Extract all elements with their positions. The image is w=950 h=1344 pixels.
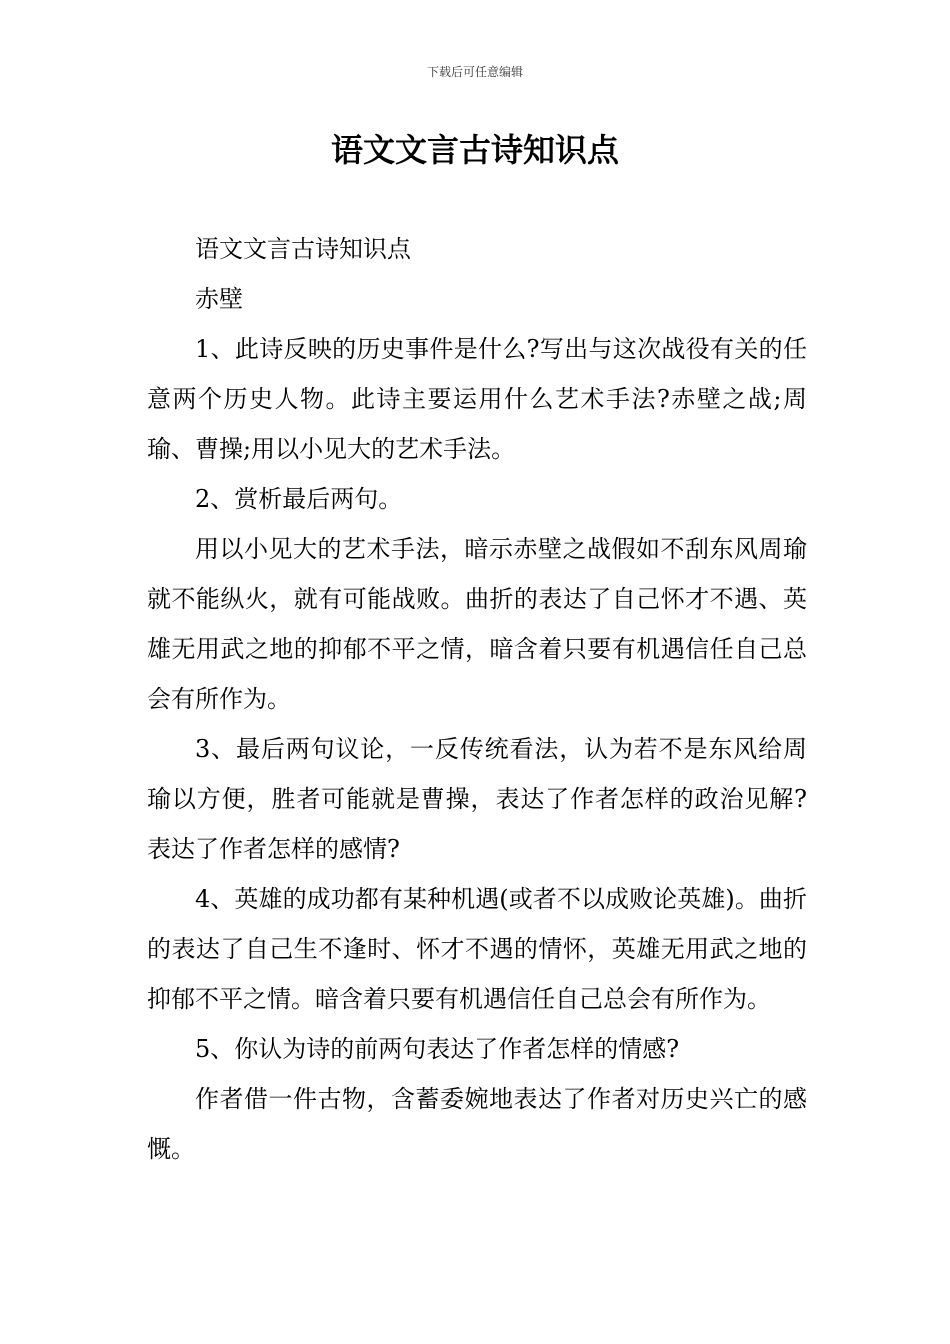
document-title: 语文文言古诗知识点: [330, 131, 619, 169]
paragraph-answer-4: 4、英雄的成功都有某种机遇(或者不以成败论英雄)。曲折的表达了自己生不逢时、怀才不遇的情怀，英雄无用武之地的抑郁不平之情。暗含着只要有机遇信任自己总会有所作为。: [147, 885, 807, 1013]
paragraph-question-5: 5、你认为诗的前两句表达了作者怎样的情感?: [195, 1035, 680, 1063]
paragraph-question-2: 2、赏析最后两句。: [195, 485, 403, 513]
paragraph-question-1: 1、此诗反映的历史事件是什么?写出与这次战役有关的任意两个历史人物。此诗主要运用什么艺术手法?赤壁之战;周瑜、曹操;用以小见大的艺术手法。: [147, 335, 807, 463]
paragraph-question-3: 3、最后两句议论，一反传统看法，认为若不是东风给周瑜以方便，胜者可能就是曹操，表达了作者怎样的政治见解?表达了作者怎样的感情?: [147, 735, 807, 863]
paragraph-answer-5: 作者借一件古物，含蓄委婉地表达了作者对历史兴亡的感慨。: [147, 1085, 807, 1163]
paragraph-subtitle: 语文文言古诗知识点: [195, 235, 411, 263]
document-body: [147, 224, 807, 1174]
paragraph-answer-2: 用以小见大的艺术手法，暗示赤壁之战假如不刮东风周瑜就不能纵火，就有可能战败。曲折的表达了自己怀才不遇、英雄无用武之地的抑郁不平之情，暗含着只要有机遇信任自己总会有所作为。: [147, 535, 807, 713]
header-note: 下载后可任意编辑: [426, 65, 523, 79]
paragraph-poem-name: 赤壁: [195, 285, 243, 313]
